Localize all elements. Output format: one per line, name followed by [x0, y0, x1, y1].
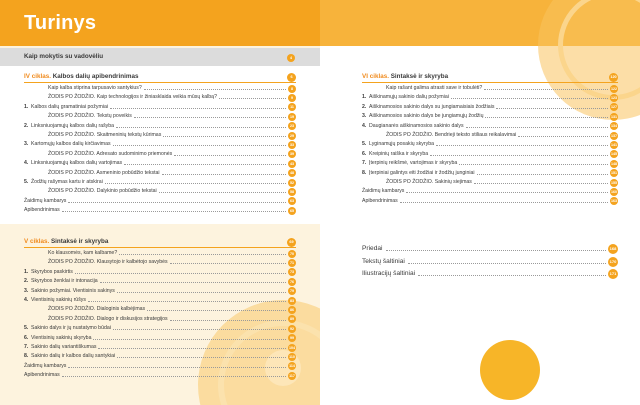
toc-row-leader: [110, 108, 286, 109]
appendix-row-page-badge: 170: [608, 257, 618, 267]
toc-row-number: 2.: [362, 103, 367, 110]
cycle6-prefix: VI ciklas.: [362, 73, 389, 80]
toc-row-number: 4.: [24, 160, 29, 167]
toc-row[interactable]: [24, 343, 296, 352]
toc-row-leader: [113, 329, 286, 330]
toc-row-leader: [75, 273, 286, 274]
toc-row-leader: [62, 211, 286, 212]
toc-row-text: ŽODIS PO ŽODŽIO. Dialogo ir diskusijos strategijos: [48, 315, 168, 322]
toc-row-leader: [430, 155, 608, 156]
toc-row-text: ŽODIS PO ŽODŽIO. Kaip technologijos ir žiniasklaida veikia mūsų kalbą?: [48, 94, 217, 101]
toc-row-number: 6.: [362, 150, 367, 157]
toc-row-leader: [144, 89, 286, 90]
toc-row-page-badge: 110: [289, 354, 295, 359]
toc-row-page-badge: 99: [290, 336, 294, 341]
toc-row-text: Žaidimų kambarys: [362, 188, 405, 195]
toc-row-page-badge: 92: [290, 326, 294, 331]
toc-row-page-badge: 83: [290, 298, 294, 303]
toc-row-page-badge: 48: [290, 171, 294, 176]
toc-row-text: ŽODIS PO ŽODŽIO. Tekstų poveikis: [48, 113, 132, 120]
toc-row[interactable]: [362, 140, 618, 149]
toc-row[interactable]: [24, 277, 296, 286]
cycle4-label: Kalbos dalių apibendrinimas: [50, 73, 139, 80]
toc-row-text: Daugianarės aiškinamosios sakinio dalys: [369, 122, 464, 129]
toc-row-page-badge: 160: [611, 189, 617, 194]
toc-row-page-badge: 70: [290, 251, 294, 256]
toc-row[interactable]: [24, 206, 296, 215]
toc-row-number: 1.: [24, 268, 29, 275]
appendix-row[interactable]: [362, 268, 618, 280]
toc-row-leader: [474, 183, 608, 184]
toc-row[interactable]: [24, 334, 296, 343]
toc-row[interactable]: [24, 187, 296, 196]
toc-row-leader: [518, 136, 608, 137]
toc-row-page-badge: 155: [611, 180, 617, 185]
cycle5-page-badge: 69: [287, 238, 296, 247]
toc-row-text: Aiškinamųjų sakinio dalių požymiai: [369, 94, 449, 101]
toc-row-page-badge: 11: [288, 103, 296, 111]
toc-row[interactable]: [362, 103, 618, 112]
toc-row[interactable]: [362, 112, 618, 121]
appendix-row-leader: [418, 275, 606, 276]
toc-row-text: ŽODIS PO ŽODŽIO. Klausytojo ir kalbėtojo savybės: [48, 259, 168, 266]
cycle5-heading[interactable]: [24, 237, 296, 247]
toc-row-text: Žaidimų kambarys: [24, 362, 67, 369]
appendix-row-text: Iliustracijų šaltiniai: [362, 270, 416, 277]
toc-row-number: 4.: [362, 122, 367, 129]
cycle5-prefix: V ciklas.: [24, 238, 50, 245]
toc-row-text: ŽODIS PO ŽODŽIO. Dalykinio pobūdžio tekstai: [48, 188, 157, 195]
toc-row-text: Žodžių rašymas kartu ir atskirai: [31, 179, 103, 185]
toc-row-text: Įterpiniai galintys eiti žodžiai ir žodžių junginiai: [369, 169, 475, 176]
toc-row-page-badge: 123: [611, 95, 617, 100]
toc-row[interactable]: [24, 93, 296, 102]
toc-row-text: ŽODIS PO ŽODŽIO. Skaitmeninių tekstų kūrimas: [48, 132, 162, 138]
toc-row-text: Kreipinių raiška ir skyryba: [369, 150, 429, 157]
toc-row[interactable]: [24, 131, 296, 140]
toc-row-number: 4.: [24, 297, 29, 303]
toc-row-page-badge: 52: [290, 180, 294, 185]
toc-row-text: Vientisinių sakinių rūšys: [31, 297, 86, 303]
toc-row[interactable]: [24, 112, 296, 121]
toc-row-page-badge: 71: [290, 260, 294, 265]
toc-row[interactable]: [362, 197, 618, 206]
toc-row-leader: [159, 192, 286, 193]
toc-row-leader: [68, 367, 286, 368]
toc-row[interactable]: [24, 362, 296, 371]
toc-row-text: Kaip rašant galima atrasti save ir tobulėti?: [386, 85, 483, 91]
toc-row-number: 7.: [24, 344, 29, 350]
toc-row-page-badge: 163: [611, 199, 617, 204]
toc-row[interactable]: [24, 296, 296, 305]
toc-row-page-badge: 145: [611, 152, 617, 157]
toc-row-text: Skyrybos paskirtis: [31, 268, 73, 275]
cycle4-page-badge: 6: [287, 73, 296, 82]
cycle6-page-badge: 120: [609, 73, 618, 82]
toc-row[interactable]: [24, 159, 296, 168]
cycle4-divider: [24, 82, 296, 83]
toc-row[interactable]: [24, 140, 296, 149]
toc-row-page-badge: 43: [290, 161, 294, 166]
toc-row[interactable]: [362, 122, 618, 131]
appendix-row[interactable]: [362, 243, 618, 255]
toc-row-text: Sakinio dalys ir jų nustatymo būdai: [31, 325, 111, 332]
toc-row[interactable]: [24, 268, 296, 277]
toc-row-leader: [484, 89, 608, 90]
toc-row-number: 7.: [362, 160, 367, 167]
toc-row[interactable]: [362, 93, 618, 102]
toc-row-leader: [459, 164, 608, 165]
toc-row-number: 6.: [24, 334, 29, 341]
appendix-row-leader: [386, 250, 606, 251]
right-page: [320, 0, 640, 405]
intro-page-badge: 4: [287, 54, 295, 62]
intro-label: Kaip mokytis su vadovėliu: [24, 53, 104, 60]
toc-row-text: Apibendrinimas: [24, 207, 60, 214]
toc-row-text: Linksniuojamųjų kalbos dalių rašyba: [31, 122, 115, 129]
toc-row-number: 1.: [362, 94, 367, 101]
toc-row-text: Sakinio požymiai. Vientisinis sakinys: [31, 287, 115, 294]
toc-row-text: Kartomųjų kalbos dalių kirčiavimas: [31, 141, 111, 148]
toc-row-number: 8.: [24, 353, 29, 360]
toc-row-leader: [105, 183, 286, 184]
cycle5-divider: [24, 247, 296, 248]
toc-row-page-badge: 33: [290, 142, 294, 147]
toc-row-page-badge: 19: [290, 114, 294, 119]
toc-row-leader: [134, 117, 286, 118]
toc-row-text: ŽODIS PO ŽODŽIO. Asmeninio pobūdžio tekstai: [48, 169, 160, 176]
toc-row-leader: [163, 136, 286, 137]
toc-row[interactable]: [24, 169, 296, 178]
cycle4-heading[interactable]: [24, 72, 296, 82]
toc-row-leader: [113, 145, 286, 146]
toc-row-page-badge: 148: [611, 161, 617, 166]
toc-row-text: Skyrybos ženklai ir intonacija: [31, 278, 98, 285]
toc-row[interactable]: [24, 305, 296, 314]
cycle6-label: Sintaksė ir skyryba: [388, 73, 449, 80]
cycle6-heading[interactable]: [362, 72, 618, 82]
toc-row-text: Aiškinamosios sakinio dalys be jungiamųjų žodžių: [369, 113, 484, 120]
toc-row-leader: [162, 174, 286, 175]
toc-row-text: Kaip kalba stiprina tarpusavio santykius?: [48, 85, 142, 91]
toc-row-leader: [98, 348, 286, 349]
toc-row[interactable]: [362, 131, 618, 140]
toc-row-number: 3.: [24, 141, 29, 148]
toc-row-page-badge: 117: [289, 373, 295, 378]
toc-row-page-badge: 114: [289, 364, 295, 369]
toc-row[interactable]: [362, 178, 618, 187]
toc-row-text: ŽODIS PO ŽODŽIO. Dialoginis kalbėjimas: [48, 306, 146, 313]
toc-row-page-badge: 39: [290, 152, 294, 157]
toc-row-page-badge: 76: [290, 279, 294, 284]
toc-row-number: 1.: [24, 103, 29, 110]
toc-row-page-badge: 29: [290, 133, 294, 138]
toc-row-number: 3.: [362, 113, 367, 120]
toc-row-page-badge: 141: [611, 142, 617, 147]
toc-row[interactable]: [24, 371, 296, 380]
toc-row[interactable]: [24, 103, 296, 112]
cycle5-label: Sintaksė ir skyryba: [49, 238, 109, 245]
toc-row-leader: [68, 202, 286, 203]
toc-row-text: Sakinio dalių ir kalbos dalių santykiai: [31, 353, 116, 360]
toc-row[interactable]: [24, 249, 296, 258]
toc-row-page-badge: 8: [288, 85, 296, 93]
toc-row-leader: [116, 127, 286, 128]
toc-row-page-badge: 9: [288, 94, 296, 102]
page-title: Turinys: [24, 12, 97, 34]
toc-row[interactable]: [362, 159, 618, 168]
toc-row-leader: [436, 145, 608, 146]
toc-row-number: 3.: [24, 287, 29, 294]
toc-row[interactable]: [24, 258, 296, 267]
toc-row-leader: [170, 320, 286, 321]
toc-row-leader: [170, 263, 286, 264]
toc-row-leader: [124, 164, 286, 165]
toc-row-number: 2.: [24, 122, 29, 129]
toc-row-leader: [400, 202, 608, 203]
toc-row-page-badge: 23: [290, 124, 294, 129]
toc-row-leader: [496, 108, 608, 109]
toc-row-number: 5.: [24, 325, 29, 332]
toc-row-number: 5.: [24, 179, 29, 185]
toc-row-leader: [219, 98, 286, 99]
toc-row-page-badge: 58: [290, 189, 294, 194]
toc-row-text: Sakinio dalių variantiškumas: [31, 344, 97, 350]
appendix-row-text: Tekstų šaltiniai: [362, 257, 405, 265]
toc-row-page-badge: 65: [290, 208, 294, 213]
toc-row-page-badge: 122: [611, 86, 617, 91]
toc-row-text: Aiškinamosios sakinio dalys su jungiamaisiais žodžiais: [369, 103, 495, 110]
toc-row-text: Vientisinių sakinių skyryba: [31, 334, 92, 341]
appendix-row[interactable]: [362, 256, 618, 268]
toc-row-leader: [174, 155, 286, 156]
toc-row-leader: [451, 98, 608, 99]
toc-row[interactable]: [24, 352, 296, 361]
toc-row-leader: [117, 292, 286, 293]
toc-row[interactable]: [24, 122, 296, 131]
toc-row-text: Ko klausomės, kam kalbame?: [48, 250, 118, 256]
toc-row[interactable]: [362, 187, 618, 196]
toc-row[interactable]: [24, 315, 296, 324]
toc-row-page-badge: 73: [290, 270, 294, 275]
toc-row-text: ŽODIS PO ŽODŽIO. Adresato sudominimo priemonės: [48, 150, 173, 157]
toc-row-leader: [485, 117, 608, 118]
toc-row-text: ŽODIS PO ŽODŽIO. Bendrieji teksto stiliaus reikalavimai: [386, 132, 517, 138]
toc-row-text: Lyginamųjų posakių skyryba: [369, 141, 434, 148]
appendix-row-page-badge: 168: [608, 244, 618, 254]
toc-row[interactable]: [24, 197, 296, 206]
toc-row-text: Linksniuojamųjų kalbos dalių vartojimas: [31, 160, 123, 167]
toc-row-leader: [88, 301, 286, 302]
toc-row[interactable]: [24, 150, 296, 159]
toc-row-page-badge: 79: [290, 289, 294, 294]
toc-row-page-badge: 63: [290, 199, 294, 204]
toc-row-page-badge: 131: [611, 114, 617, 119]
toc-row-leader: [466, 127, 608, 128]
toc-row-page-badge: 89: [290, 317, 294, 322]
toc-row-leader: [93, 339, 286, 340]
toc-row-page-badge: 86: [290, 307, 294, 312]
toc-row-leader: [62, 376, 286, 377]
toc-row-text: ŽODIS PO ŽODŽIO. Sakinių siejimas: [386, 179, 472, 185]
toc-row-leader: [119, 254, 286, 255]
cycle4-prefix: IV ciklas.: [24, 73, 51, 80]
toc-row-number: 8.: [362, 169, 367, 176]
toc-row[interactable]: [24, 84, 296, 93]
toc-row-leader: [147, 310, 286, 311]
toc-row-page-badge: 137: [611, 133, 617, 138]
toc-row-page-badge: 127: [611, 105, 617, 110]
toc-row-leader: [100, 282, 286, 283]
toc-row-leader: [406, 192, 608, 193]
toc-row-text: Apibendrinimas: [24, 372, 60, 379]
toc-row[interactable]: [24, 287, 296, 296]
appendix-row-leader: [408, 263, 606, 264]
toc-row[interactable]: [362, 84, 618, 93]
toc-row[interactable]: [24, 324, 296, 333]
toc-row-page-badge: 134: [611, 124, 617, 129]
toc-row-text: Apibendrinimas: [362, 197, 398, 204]
toc-row-page-badge: 151: [611, 171, 617, 176]
toc-row-number: 2.: [24, 278, 29, 285]
toc-row-page-badge: 104: [289, 345, 295, 350]
toc-row-text: Žaidimų kambarys: [24, 197, 67, 204]
toc-row-text: Kalbos dalių gramatiniai požymiai: [31, 103, 108, 110]
toc-row[interactable]: [24, 178, 296, 187]
decor-circle-bottom-icon: [480, 340, 540, 400]
toc-row[interactable]: [362, 150, 618, 159]
toc-row-leader: [117, 357, 286, 358]
cycle6-divider: [362, 82, 618, 83]
appendix-row-page-badge: 171: [608, 269, 618, 279]
toc-row-leader: [477, 174, 608, 175]
toc-row[interactable]: [362, 169, 618, 178]
toc-row-text: Įterpinių reikšmė, vartojimas ir skyryba: [369, 160, 458, 167]
toc-row-number: 5.: [362, 141, 367, 148]
appendix-row-text: Priedai: [362, 245, 383, 252]
